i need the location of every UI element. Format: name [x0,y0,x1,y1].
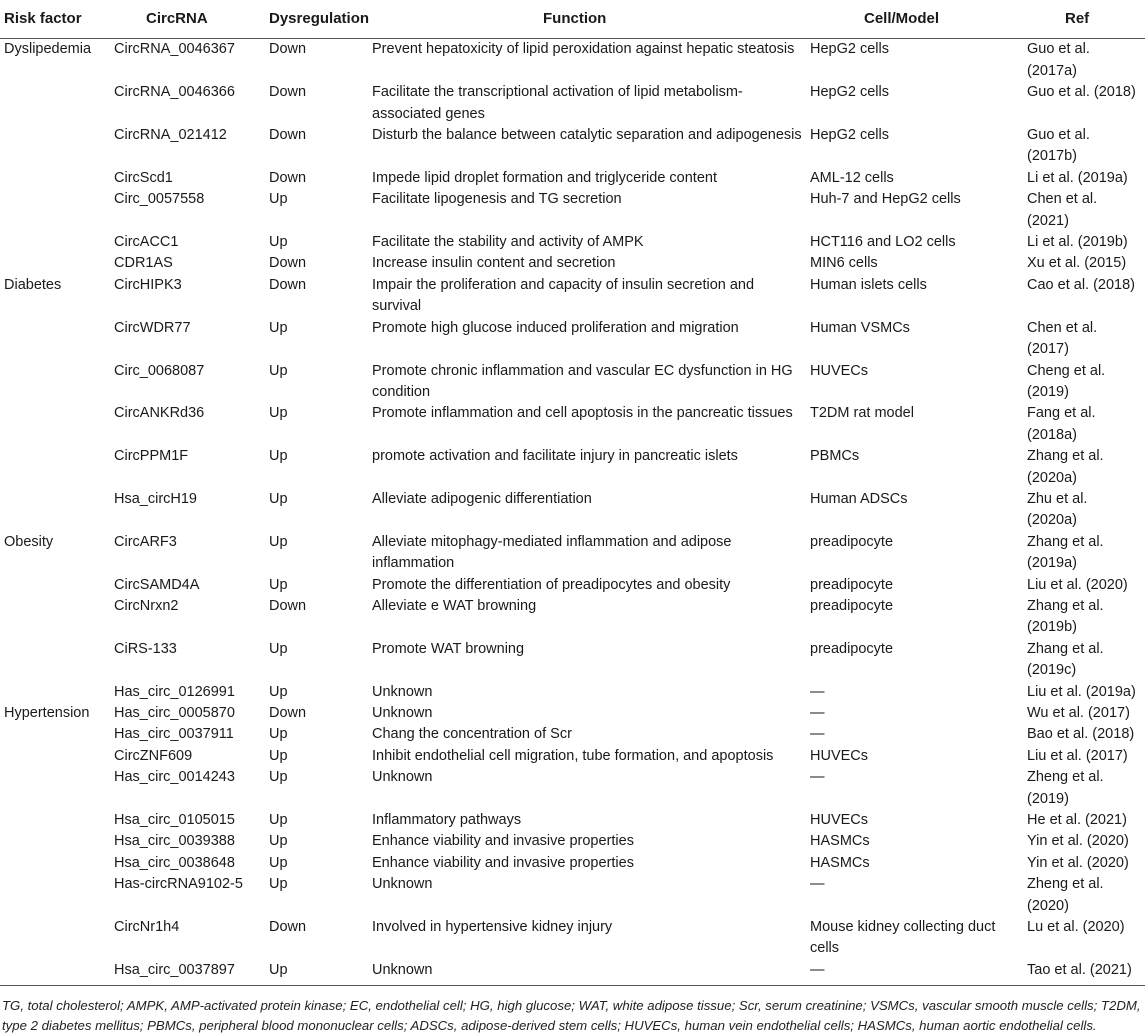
table-row [0,318,1145,361]
function-cell: Unknown [372,705,433,721]
cell-model-cell: Mouse kidney collecting duct cells [810,919,996,957]
ref-cell: Zhang et al. (2019c) [1027,640,1104,679]
table-row [0,746,1145,767]
cell-model-cell: — [810,961,825,978]
function-cell: Impair the proliferation and capacity of insulin secretion and survival [372,276,755,315]
risk-factor-cell [0,596,110,639]
cell-model-cell: HCT116 and LO2 cells [810,234,956,251]
dysregulation-cell: Up [269,234,288,251]
dysregulation-cell: Down [269,41,307,58]
function-cell: Promote high glucose induced proliferation and migration [372,319,739,336]
cell-model-cell: — [810,705,825,721]
risk-factor-cell [0,746,110,767]
ref-cell: Zhu et al. (2020a) [1027,490,1088,529]
circrna-cell: Circ_0057558 [114,191,205,208]
cell-model-cell: HUVECs [810,747,869,764]
function-cell: Unknown [372,876,433,893]
function-cell: Inhibit endothelial cell migration, tube formation, and apoptosis [372,747,774,764]
circrna-cell: CircZNF609 [114,747,193,764]
function-cell: Promote WAT browning [372,640,525,657]
ref-cell: Zhang et al. (2020a) [1027,448,1104,486]
table-row [0,810,1145,831]
circrna-cell: CircPPM1F [114,448,189,465]
header-ref: Ref [1023,0,1145,39]
circrna-cell: Hsa_circ_0039388 [114,833,235,850]
ref-cell: Zhang et al. (2019b) [1027,597,1104,636]
function-cell: Prevent hepatoxicity of lipid peroxidation against hepatic steatosis [372,41,795,58]
risk-factor-cell: Obesity [4,533,54,550]
cell-model-cell: — [810,683,825,700]
cell-model-cell: PBMCs [810,448,860,465]
function-cell: Increase insulin content and secretion [372,255,616,272]
dysregulation-cell: Up [269,640,288,657]
ref-cell: Liu et al. (2020) [1027,576,1128,593]
risk-factor-cell [0,639,110,682]
ref-cell: Guo et al. (2018) [1027,84,1136,101]
cell-model-cell: T2DM rat model [810,405,914,422]
dysregulation-cell: Down [269,705,307,721]
circrna-cell: Has-circRNA9102-5 [114,876,243,893]
cell-model-cell: AML-12 cells [810,169,894,186]
ref-cell: Liu et al. (2019a) [1027,683,1136,700]
risk-factor-cell [0,168,110,189]
risk-factor-cell [0,82,110,125]
table-row [0,39,1145,82]
ref-cell: Guo et al. (2017b) [1027,127,1090,165]
table-row [0,917,1145,960]
dysregulation-cell: Up [269,769,288,786]
circrna-cell: Hsa_circH19 [114,490,197,507]
dysregulation-cell: Up [269,319,288,336]
table-row [0,403,1145,446]
risk-factor-cell [0,917,110,960]
function-cell: Unknown [372,683,433,700]
risk-factor-cell [0,853,110,874]
ref-cell: Fang et al. (2018a) [1027,405,1096,443]
risk-factor-cell [0,446,110,489]
table-row [0,596,1145,639]
circrna-cell: Has_circ_0005870 [114,705,235,721]
ref-cell: Cao et al. (2018) [1027,276,1136,293]
cell-model-cell: HUVECs [810,362,869,379]
function-cell: Unknown [372,961,433,978]
risk-factor-cell [0,253,110,274]
dysregulation-cell: Up [269,747,288,764]
ref-cell: Chen et al. (2021) [1027,191,1098,229]
table-row [0,489,1145,532]
header-risk-factor: Risk factor [0,0,110,39]
table-row [0,125,1145,168]
dysregulation-cell: Up [269,576,288,593]
table-body [0,39,1145,986]
cell-model-cell: Huh-7 and HepG2 cells [810,191,961,208]
dysregulation-cell: Up [269,362,288,379]
function-cell: Inflammatory pathways [372,812,522,829]
function-cell: Enhance viability and invasive properties [372,833,634,850]
cell-model-cell: HepG2 cells [810,84,889,101]
table-row [0,189,1145,232]
cell-model-cell: HUVECs [810,812,869,829]
circrna-cell: Has_circ_0037911 [114,726,234,743]
dysregulation-cell: Up [269,833,288,850]
cell-model-cell: preadipocyte [810,640,894,657]
function-cell: Promote inflammation and cell apoptosis in the pancreatic tissues [372,405,793,422]
risk-factor-cell [0,724,110,745]
function-cell: Promote the differentiation of preadipocytes and obesity [372,576,731,593]
dysregulation-cell: Up [269,533,288,550]
function-cell: Promote chronic inflammation and vascular EC dysfunction in HG condition [372,362,793,400]
table-row [0,275,1145,318]
dysregulation-cell: Up [269,683,288,700]
risk-factor-cell [0,232,110,253]
circrna-cell: Hsa_circ_0038648 [114,854,235,871]
circrna-cell: Hsa_circ_0037897 [114,961,235,978]
ref-cell: Wu et al. (2017) [1027,705,1130,721]
cell-model-cell: HepG2 cells [810,127,889,144]
ref-cell: Lu et al. (2020) [1027,919,1125,936]
circrna-cell: CircRNA_0046366 [114,84,235,101]
circrna-cell: CircACC1 [114,234,179,251]
table-row [0,724,1145,745]
header-row [0,0,1145,39]
risk-factor-cell [0,831,110,852]
circrna-cell: Has_circ_0126991 [114,683,235,700]
circrna-cell: Has_circ_0014243 [114,769,235,786]
risk-factor-cell [0,575,110,596]
table-row [0,960,1145,986]
function-cell: Facilitate the stability and activity of AMPK [372,234,644,251]
table-row [0,831,1145,852]
function-cell: Enhance viability and invasive properties [372,854,634,871]
dysregulation-cell: Up [269,961,288,978]
ref-cell: Li et al. (2019b) [1027,234,1128,251]
risk-factor-cell [0,767,110,810]
dysregulation-cell: Down [269,919,307,936]
dysregulation-cell: Down [269,597,307,614]
ref-cell: Yin et al. (2020) [1027,854,1129,871]
cell-model-cell: preadipocyte [810,533,894,550]
function-cell: Alleviate adipogenic differentiation [372,490,592,507]
circrna-cell: CircHIPK3 [114,276,182,293]
table-row [0,232,1145,253]
table-row [0,575,1145,596]
cell-model-cell: — [810,726,825,743]
risk-factor-cell [0,361,110,404]
dysregulation-cell: Down [269,255,307,272]
function-cell: Facilitate lipogenesis and TG secretion [372,191,622,208]
circrna-cell: CircScd1 [114,169,173,186]
circrna-cell: Circ_0068087 [114,362,205,379]
cell-model-cell: — [810,876,825,893]
ref-cell: Zhang et al. (2019a) [1027,533,1104,572]
ref-cell: He et al. (2021) [1027,812,1127,829]
ref-cell: Tao et al. (2021) [1027,961,1132,978]
dysregulation-cell: Up [269,490,288,507]
cell-model-cell: preadipocyte [810,576,894,593]
circrna-cell: CircSAMD4A [114,576,200,593]
circrna-cell: CircRNA_021412 [114,127,227,144]
circrna-cell: CircANKRd36 [114,405,205,422]
cell-model-cell: Human ADSCs [810,490,908,507]
dysregulation-cell: Up [269,876,288,893]
circrna-cell: CircNr1h4 [114,919,180,936]
function-cell: Facilitate the transcriptional activation of lipid metabolism-associated genes [372,84,743,122]
table-row [0,532,1145,575]
ref-cell: Cheng et al. (2019) [1027,362,1106,400]
ref-cell: Xu et al. (2015) [1027,255,1127,272]
circrna-cell: CircWDR77 [114,319,191,336]
cell-model-cell: HepG2 cells [810,41,889,58]
table-row [0,361,1145,404]
table-row [0,446,1145,489]
cell-model-cell: — [810,769,825,786]
circrna-cell: CircRNA_0046367 [114,41,235,58]
dysregulation-cell: Down [269,276,307,293]
header-function: Function [368,0,806,39]
circrna-cell: CDR1AS [114,255,173,272]
risk-factor-cell [0,403,110,446]
function-cell: Disturb the balance between catalytic separation and adipogenesis [372,127,802,144]
table-footnote: TG, total cholesterol; AMPK, AMP-activated protein kinase; EC, endothelial cell; HG, high glucose; WAT, white adipose tissue; Scr, serum creatinine; VSMCs, vascular smooth muscle cells; T2DM, type 2 diabetes mellitus; PBMCs, peripheral blood mononuclear cells; ADSCs, adipose-derived stem cells; HUVECs, human vein endothelial cells; HASMCs, human aortic endothelial cells. [2,998,1141,1034]
dysregulation-cell: Down [269,169,307,186]
risk-factor-cell [0,189,110,232]
dysregulation-cell: Up [269,726,288,743]
cell-model-cell: MIN6 cells [810,255,878,272]
cell-model-cell: Human VSMCs [810,319,910,336]
risk-factor-cell [0,318,110,361]
circrna-cell: CircNrxn2 [114,597,179,614]
ref-cell: Bao et al. (2018) [1027,726,1135,743]
cell-model-cell: preadipocyte [810,597,894,614]
table-row [0,874,1145,917]
table-row [0,767,1145,810]
table-row [0,682,1145,703]
function-cell: Involved in hypertensive kidney injury [372,919,613,936]
risk-factor-cell [0,682,110,703]
ref-cell: Liu et al. (2017) [1027,747,1128,764]
circrna-cell: CiRS-133 [114,640,177,657]
table-row [0,82,1145,125]
header-circrna: CircRNA [110,0,265,39]
cell-model-cell: Human islets cells [810,276,927,293]
function-cell: Chang the concentration of Scr [372,726,572,743]
dysregulation-cell: Up [269,854,288,871]
risk-factor-cell: Diabetes [4,276,62,293]
dysregulation-cell: Up [269,812,288,829]
table-header [0,0,1145,39]
header-cell-model: Cell/Model [806,0,1023,39]
header-dysregulation: Dysregulation [265,0,368,39]
ref-cell: Zheng et al. (2019) [1027,769,1104,807]
function-cell: Impede lipid droplet formation and triglyceride content [372,169,717,186]
risk-factor-cell: Dyslipedemia [4,41,92,58]
table-row [0,853,1145,874]
ref-cell: Guo et al. (2017a) [1027,41,1090,79]
ref-cell: Zheng et al. (2020) [1027,876,1104,914]
function-cell: promote activation and facilitate injury in pancreatic islets [372,448,738,465]
risk-factor-cell [0,125,110,168]
cell-model-cell: HASMCs [810,854,870,871]
dysregulation-cell: Up [269,191,288,208]
circrna-cell: Hsa_circ_0105015 [114,812,235,829]
function-cell: Unknown [372,769,433,786]
dysregulation-cell: Up [269,448,288,465]
circrna-cell: CircARF3 [114,533,177,550]
function-cell: Alleviate e WAT browning [372,597,537,614]
dysregulation-cell: Down [269,127,307,144]
risk-factor-cell [0,489,110,532]
table-row [0,168,1145,189]
risk-factor-cell [0,810,110,831]
risk-factor-cell: Hypertension [4,705,90,721]
function-cell: Alleviate mitophagy-mediated inflammation and adipose inflammation [372,533,732,572]
table-row [0,253,1145,274]
dysregulation-cell: Up [269,405,288,422]
ref-cell: Chen et al. (2017) [1027,319,1098,358]
risk-factor-cell [0,960,110,986]
risk-factor-cell [0,874,110,917]
dysregulation-cell: Down [269,84,307,101]
ref-cell: Yin et al. (2020) [1027,833,1129,850]
cell-model-cell: HASMCs [810,833,870,850]
table-row [0,639,1145,682]
table-row [0,703,1145,724]
ref-cell: Li et al. (2019a) [1027,169,1128,186]
